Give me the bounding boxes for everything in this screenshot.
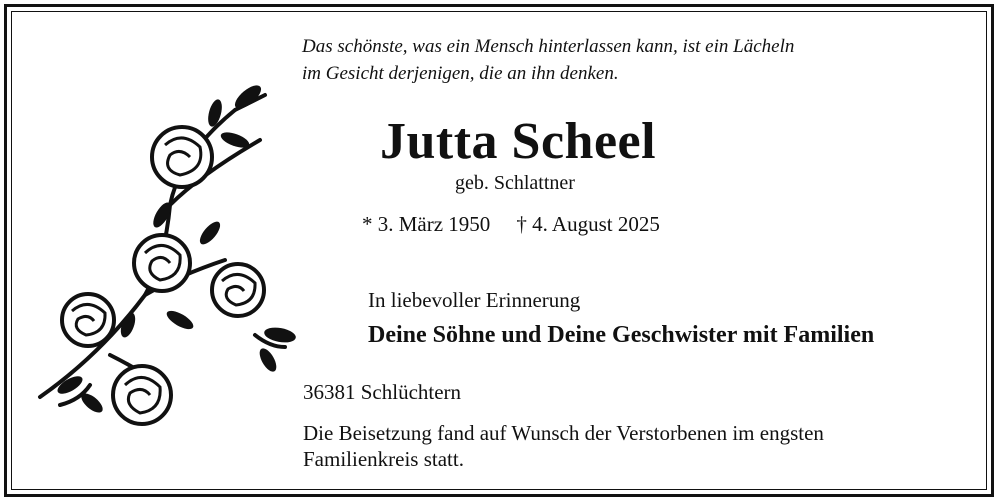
burial-line-1: Die Beisetzung fand auf Wunsch der Verstorbenen im engsten (303, 421, 824, 445)
rose-bouquet-icon (30, 85, 305, 430)
quote-line-2: im Gesicht derjenigen, die an ihn denken. (302, 63, 619, 84)
deceased-name: Jutta Scheel (380, 113, 657, 170)
burial-line-2: Familienkreis statt. (303, 447, 464, 471)
quote-line-1: Das schönste, was ein Mensch hinterlassen kann, ist ein Lächeln (302, 36, 795, 57)
life-dates (362, 212, 660, 237)
place-line: 36381 Schlüchtern (303, 380, 462, 404)
birth-name: geb. Schlattner (455, 172, 575, 194)
death-date: † 4. August 2025 (516, 212, 660, 236)
birth-date: * 3. März 1950 (362, 212, 491, 236)
memory-line: In liebevoller Erinnerung (368, 288, 581, 312)
burial-note (303, 420, 824, 472)
family-signature: Deine Söhne und Deine Geschwister mit Familien (368, 322, 875, 348)
